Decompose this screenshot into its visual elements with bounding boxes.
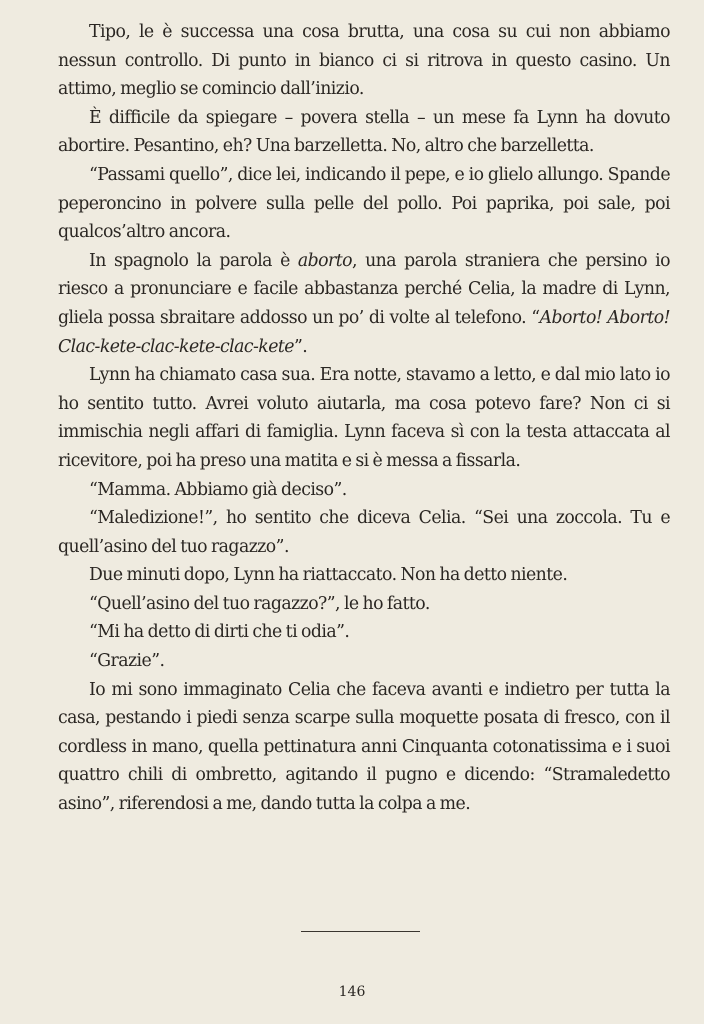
page-body: [58, 18, 670, 819]
paragraph: “Passami quello”, dice lei, indicando il pepe, e io glielo allungo. Spande peperoncino in polvere sulla pelle del pollo. Poi paprika, poi sale, poi qualcos’altro ancora.: [58, 164, 670, 243]
paragraph: “Mamma. Abbiamo già deciso”.: [89, 479, 347, 500]
paragraph: È difficile da spiegare – povera stella – un mese fa Lynn ha dovuto abortire. Pesantino, eh? Una barzelletta. No, altro che barzelletta.: [58, 107, 670, 157]
paragraph: Lynn ha chiamato casa sua. Era notte, stavamo a letto, e dal mio lato io ho sentito tutto. Avrei voluto aiutarla, ma cosa potevo fare? Non ci si immischia negli affari di famiglia. Lynn faceva sì con la testa attaccata al ricevitore, poi ha preso una matita e si è messa a fissarla.: [58, 365, 670, 471]
paragraph: “Grazie”.: [89, 651, 165, 672]
paragraph: In spagnolo la parola è aborto, una parola straniera che persino io riesco a pronunciare e facile abbastanza perché Celia, la madre di Lynn, gliela possa sbraitare addosso un po’ di volte al telefono. “Aborto! Aborto! Clac-kete-clac-kete-clac-kete”.: [58, 250, 670, 357]
paragraph: Io mi sono immaginato Celia che faceva avanti e indietro per tutta la casa, pestando i piedi senza scarpe sulla moquette posata di fresco, con il cordless in mano, quella pettinatura anni Cinquanta cotonatissima e i suoi quattro chili di ombretto, agitando il pugno e dicendo: “Stramaledetto asino”, riferendosi a me, dando tutta la colpa a me.: [58, 679, 670, 815]
italic-quote: Aborto! Aborto! Clac-kete-clac-kete-clac-kete: [58, 307, 670, 357]
paragraph: “Quell’asino del tuo ragazzo?”, le ho fatto.: [89, 593, 430, 614]
paragraph: Due minuti dopo, Lynn ha riattaccato. Non ha detto niente.: [89, 565, 568, 586]
italic-word: aborto: [297, 250, 352, 271]
paragraph: Tipo, le è successa una cosa brutta, una cosa su cui non abbiamo nessun controllo. Di punto in bianco ci si ritrova in questo casino. Un attimo, meglio se comincio dall’inizio.: [58, 22, 670, 100]
paragraph: “Maledizione!”, ho sentito che diceva Celia. “Sei una zoccola. Tu e quell’asino del tuo ragazzo”.: [58, 508, 670, 557]
page-number: 146: [338, 984, 366, 1000]
section-divider: [301, 931, 420, 932]
paragraph: “Mi ha detto di dirti che ti odia”.: [89, 622, 350, 643]
